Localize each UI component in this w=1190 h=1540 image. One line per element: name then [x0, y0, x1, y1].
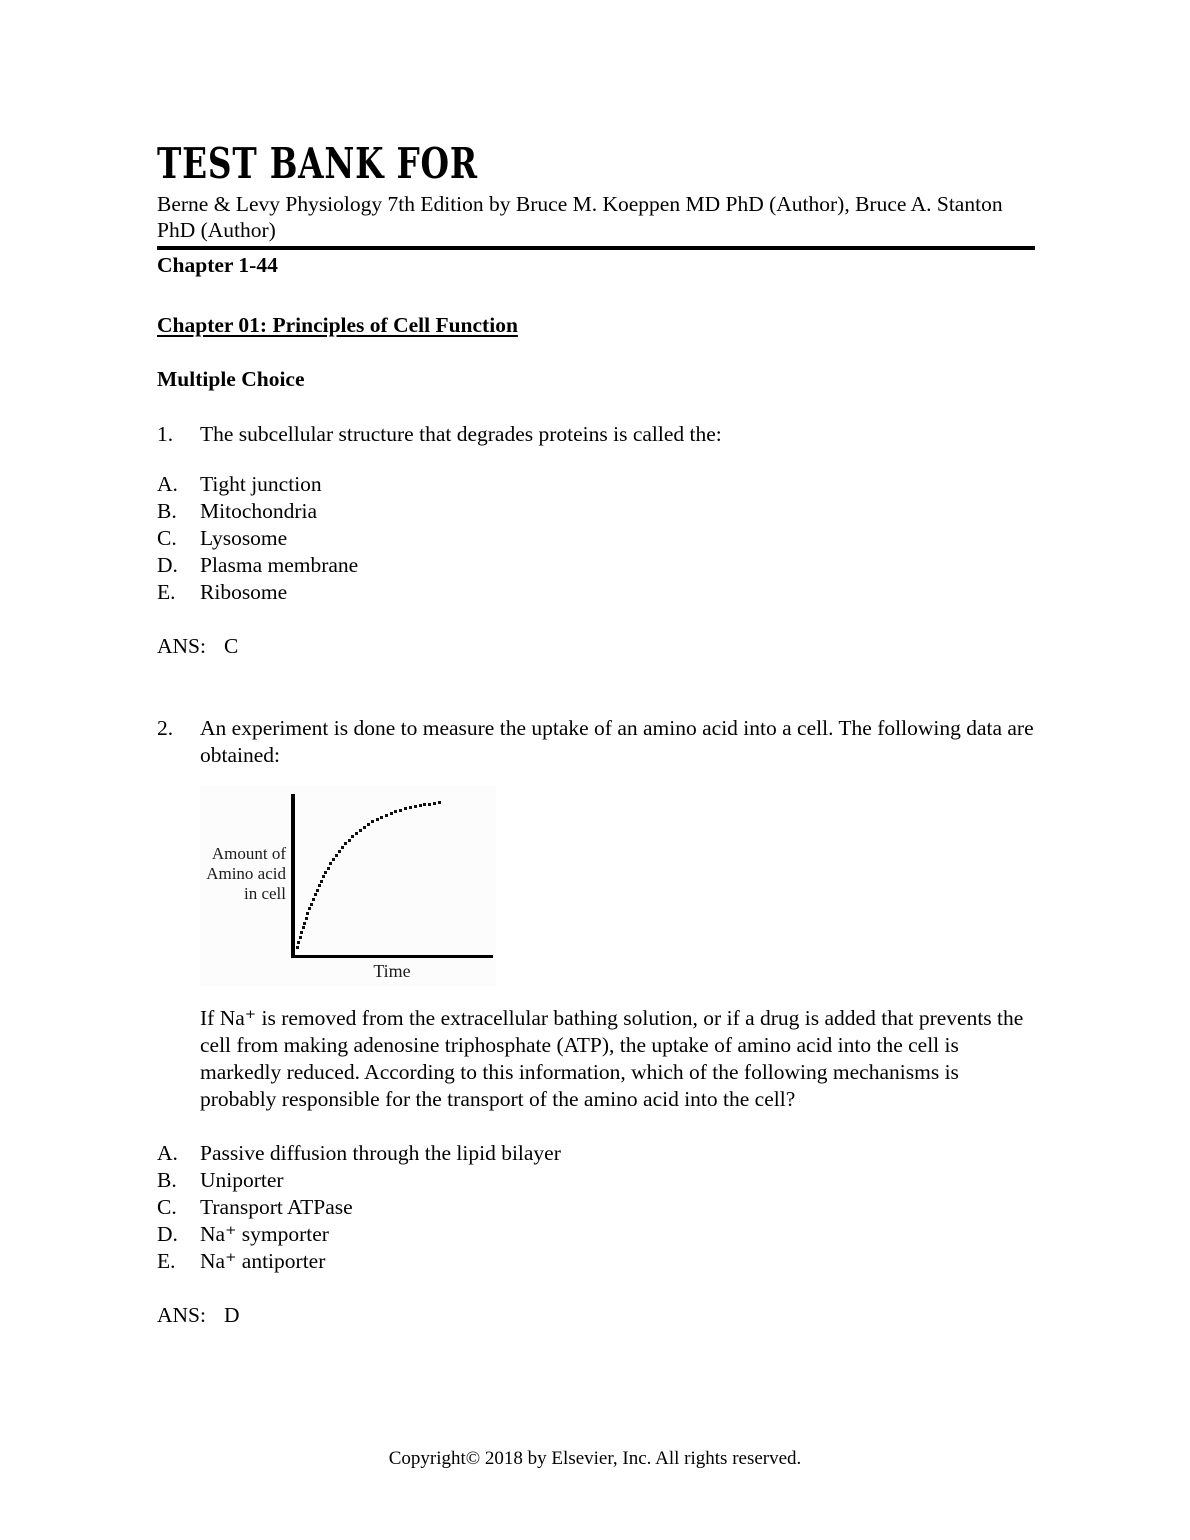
option-row	[157, 1248, 1035, 1275]
option-row	[157, 471, 1035, 498]
answer-label: ANS:	[157, 1303, 206, 1328]
option-letter: E.	[157, 1249, 176, 1274]
question-number: 1.	[157, 422, 174, 447]
section-heading: Multiple Choice	[157, 367, 305, 392]
option-row	[157, 1140, 1035, 1167]
answer-value: C	[223, 634, 239, 659]
uptake-curve-dots	[200, 786, 496, 986]
y-axis-label-line: Amino acid	[206, 864, 286, 884]
option-text: Mitochondria	[200, 499, 318, 524]
question-1-answer	[157, 633, 1035, 660]
y-axis-label-line: in cell	[243, 884, 286, 904]
uptake-figure	[200, 786, 496, 986]
chapter-title: Chapter 01: Principles of Cell Function	[157, 313, 518, 338]
option-letter: D.	[157, 1222, 178, 1247]
option-row	[157, 525, 1035, 552]
option-row	[157, 1194, 1035, 1221]
option-row	[157, 552, 1035, 579]
option-text: Lysosome	[200, 526, 288, 551]
option-row	[157, 498, 1035, 525]
header-divider	[157, 246, 1035, 250]
option-text: Passive diffusion through the lipid bilayer	[200, 1141, 561, 1166]
question-1	[157, 421, 1035, 448]
question-number: 2.	[157, 716, 174, 741]
option-letter: E.	[157, 580, 176, 605]
option-text: Plasma membrane	[200, 553, 359, 578]
option-text: Na⁺ symporter	[200, 1222, 329, 1247]
option-text: Na⁺ antiporter	[200, 1249, 326, 1274]
chapter-range: Chapter 1-44	[157, 253, 278, 278]
option-letter: C.	[157, 1195, 177, 1220]
y-axis-label-line: Amount of	[211, 844, 286, 864]
question-2-answer	[157, 1302, 1035, 1329]
test-bank-banner: TEST BANK FOR	[157, 139, 478, 188]
question-text: An experiment is done to measure the uptake of an amino acid into a cell. The following data are obtained:	[200, 716, 1034, 768]
question-text: The subcellular structure that degrades proteins is called the:	[200, 422, 722, 447]
option-text: Uniporter	[200, 1168, 284, 1193]
option-text: Transport ATPase	[200, 1195, 353, 1220]
option-letter: D.	[157, 553, 178, 578]
question-2-followup: If Na⁺ is removed from the extracellular bathing solution, or if a drug is added that prevents the cell from making adenosine triphosphate (ATP), the uptake of amino acid into the cell is markedly reduced. According to this information, which of the following mechanisms is probably responsible for the transport of the amino acid into the cell?	[200, 1006, 1024, 1112]
option-row	[157, 1167, 1035, 1194]
question-2-options	[157, 1140, 1035, 1275]
option-row	[157, 579, 1035, 606]
option-letter: C.	[157, 526, 177, 551]
option-row	[157, 1221, 1035, 1248]
copyright-footer: Copyright© 2018 by Elsevier, Inc. All rights reserved.	[388, 1448, 802, 1469]
answer-label: ANS:	[157, 634, 206, 659]
answer-value: D	[223, 1303, 240, 1328]
option-letter: A.	[157, 1141, 178, 1166]
option-text: Tight junction	[200, 472, 322, 497]
content-column	[157, 0, 1035, 1329]
question-2	[157, 715, 1035, 769]
x-axis-label: Time	[373, 961, 411, 982]
option-letter: A.	[157, 472, 178, 497]
book-title: Berne & Levy Physiology 7th Edition by Bruce M. Koeppen MD PhD (Author), Bruce A. Stanton PhD (Author)	[157, 192, 1003, 243]
option-text: Ribosome	[200, 580, 288, 605]
question-1-options	[157, 471, 1035, 606]
option-letter: B.	[157, 1168, 177, 1193]
option-letter: B.	[157, 499, 177, 524]
